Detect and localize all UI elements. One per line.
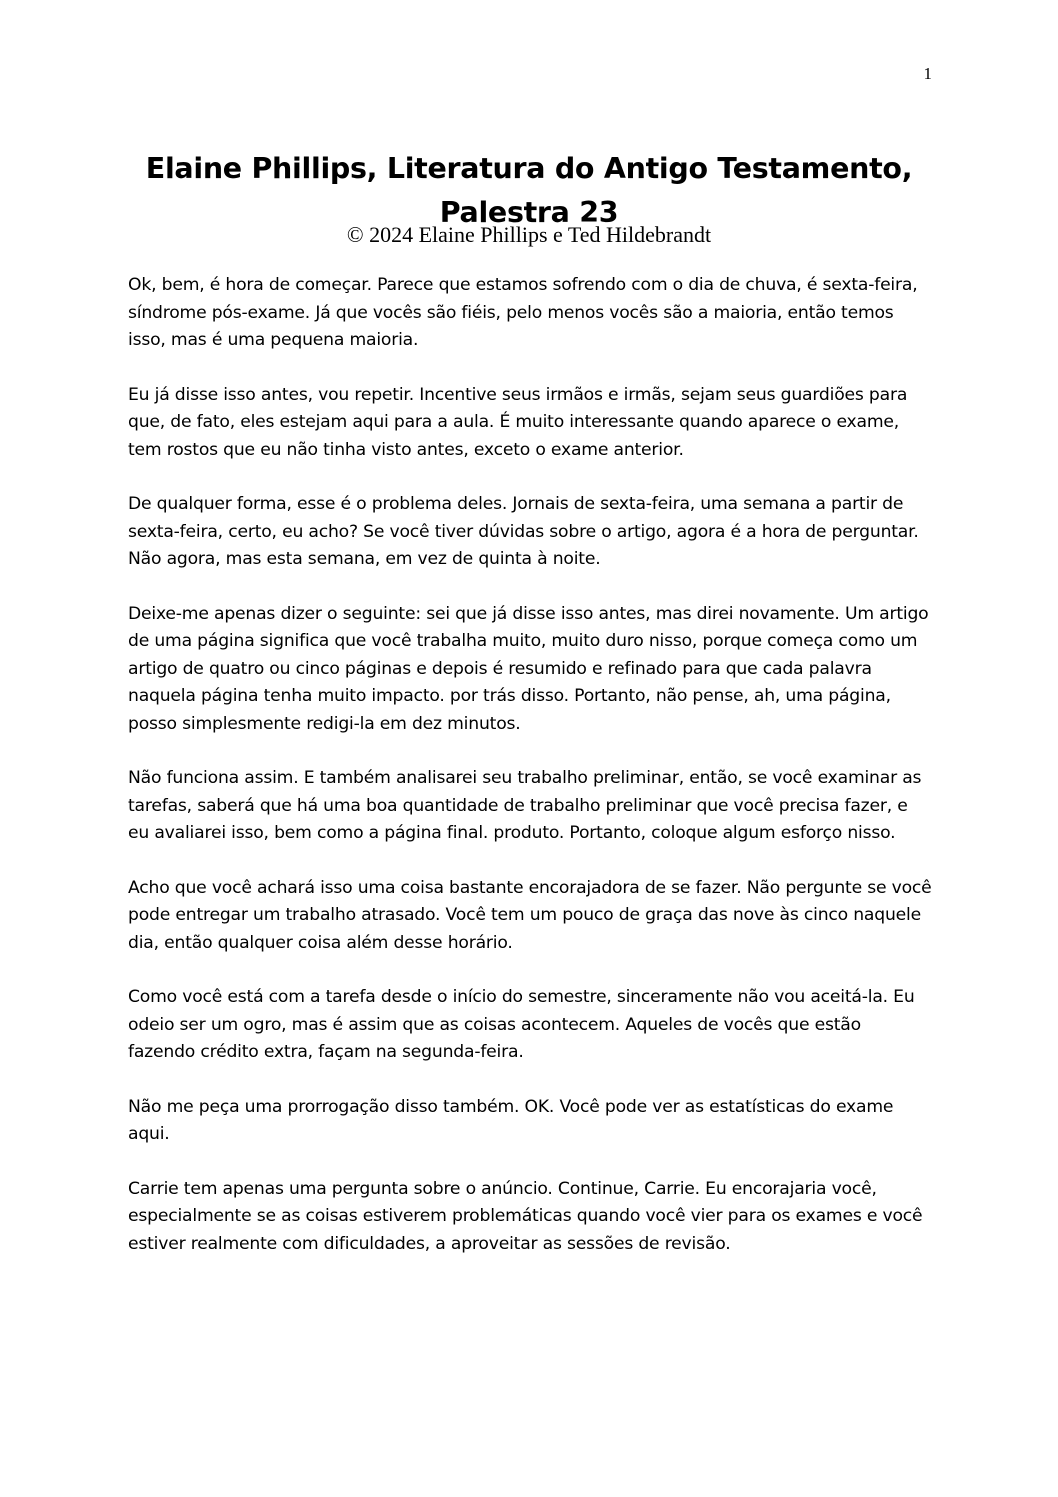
title-line-2: Palestra 23 [439,196,619,230]
paragraph: Como você está com a tarefa desde o início do semestre, sinceramente não vou aceitá-la. Eu odeio ser um ogro, mas é assim que as coisas acontecem. Aqueles de vocês que estão fazendo crédito extra, façam na segunda-feira. [128,987,915,1062]
document-body [128,272,933,1285]
paragraph: Eu já disse isso antes, vou repetir. Incentive seus irmãos e irmãs, sejam seus guardiões para que, de fato, eles estejam aqui para a aula. É muito interessante quando aparece o exame, tem rostos que eu não tinha visto antes, exceto o exame anterior. [128,384,908,460]
paragraph: Carrie tem apenas uma pergunta sobre o anúncio. Continue, Carrie. Eu encorajaria você, especialmente se as coisas estiverem problemáticas quando você vier para os exames e você estiver realmente com dificuldades, a aproveitar as sessões de revisão. [128,1178,923,1254]
paragraph: De qualquer forma, esse é o problema deles. Jornais de sexta-feira, uma semana a partir de sexta-feira, certo, eu acho? Se você tiver dúvidas sobre o artigo, agora é a hora de perguntar. Não agora, mas esta semana, em vez de quinta à noite. [128,494,919,569]
paragraph: Não me peça uma prorrogação disso também. OK. Você pode ver as estatísticas do exame aqui. [128,1096,894,1144]
title-line-1: Elaine Phillips, Literatura do Antigo Testamento, [145,152,913,186]
paragraph: Deixe-me apenas dizer o seguinte: sei que já disse isso antes, mas direi novamente. Um artigo de uma página significa que você trabalha muito, muito duro nisso, porque começa como um artigo de quatro ou cinco páginas e depois é resumido e refinado para que cada palavra naquela página tenha muito impacto. por trás disso. Portanto, não pense, ah, uma página, posso simplesmente redigi-la em dez minutos. [128,603,929,734]
paragraph: Acho que você achará isso uma coisa bastante encorajadora de se fazer. Não pergunte se você pode entregar um trabalho atrasado. Você tem um pouco de graça das nove às cinco naquele dia, então qualquer coisa além desse horário. [128,877,932,953]
paragraph: Ok, bem, é hora de começar. Parece que estamos sofrendo com o dia de chuva, é sexta-feira, síndrome pós-exame. Já que vocês são fiéis, pelo menos vocês são a maioria, então temos isso, mas é uma pequena maioria. [128,275,918,350]
paragraph: Não funciona assim. E também analisarei seu trabalho preliminar, então, se você examinar as tarefas, saberá que há uma boa quantidade de trabalho preliminar que você precisa fazer, e eu avaliarei isso, bem como a página final. produto. Portanto, coloque algum esforço nisso. [128,768,922,843]
copyright-line: © 2024 Elaine Phillips e Ted Hildebrandt [346,222,712,247]
page-number: 1 [923,64,932,83]
